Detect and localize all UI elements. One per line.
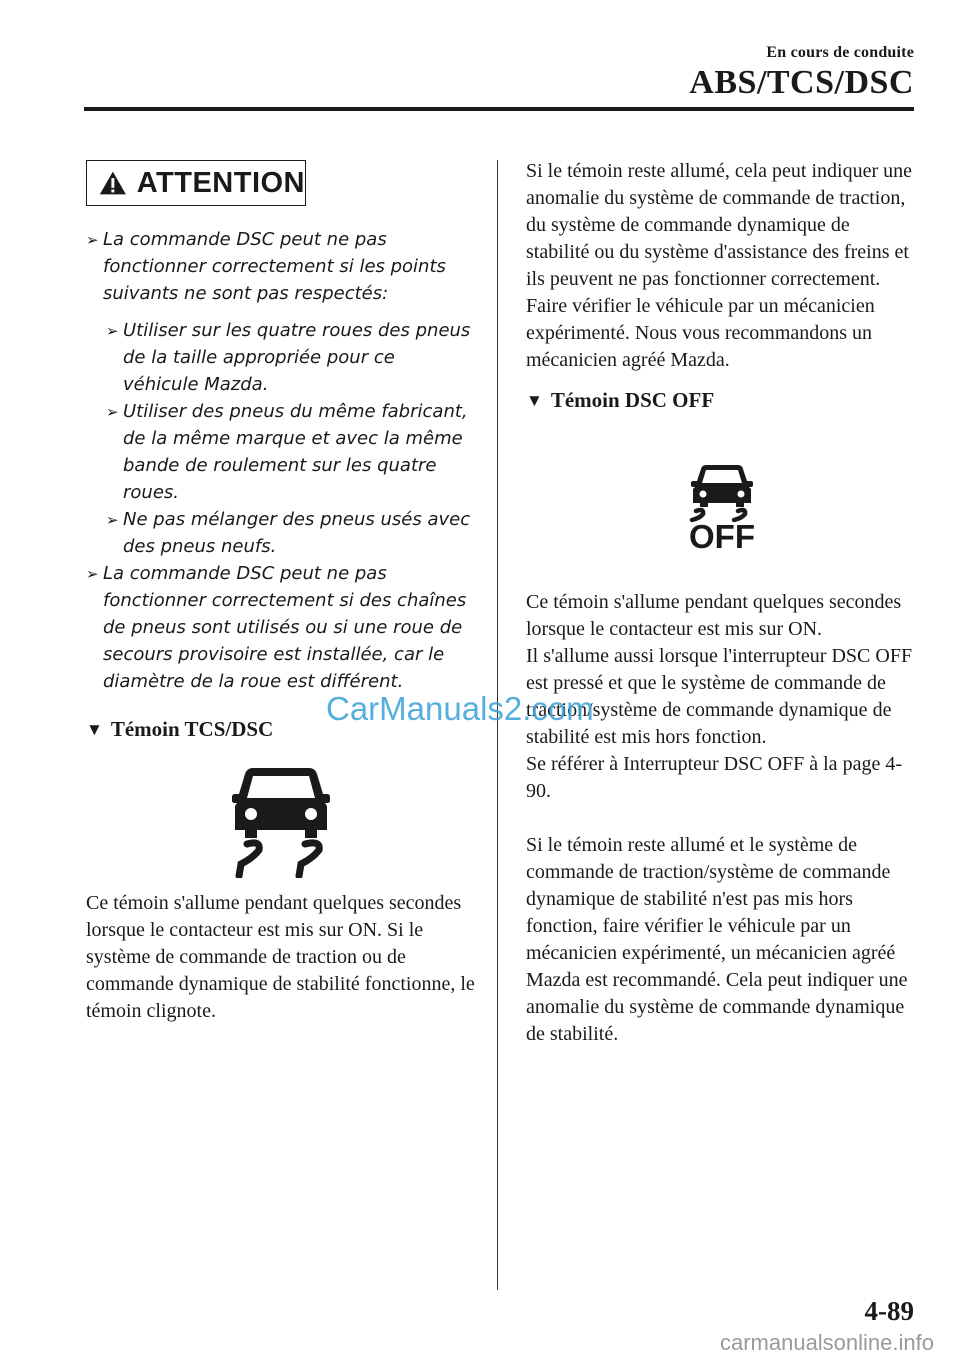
header-section-label: En cours de conduite xyxy=(766,44,914,61)
warning-triangle-icon xyxy=(99,168,127,198)
attention-subitem-text: Utiliser sur les quatre roues des pneus de la taille appropriée pour ce véhicule Mazda. xyxy=(123,320,471,395)
attention-subitem xyxy=(106,317,476,398)
arrow-bullet-icon: ➢ xyxy=(86,231,99,249)
watermark: CarManuals2.com xyxy=(326,690,594,727)
dsc-off-para-1: Ce témoin s'allume pendant quelques secondes lorsque le contacteur est mis sur ON. xyxy=(526,591,902,640)
dsc-off-heading-text: Témoin DSC OFF xyxy=(550,388,715,412)
header-rule xyxy=(84,107,914,111)
dsc-off-section-heading xyxy=(526,388,918,413)
attention-subitem-text: Ne pas mélanger des pneus usés avec des pneus neufs. xyxy=(123,509,471,557)
dsc-off-para-3: Se référer à Interrupteur DSC OFF à la page 4-90. xyxy=(526,753,902,802)
arrow-bullet-icon: ➢ xyxy=(106,322,119,340)
attention-label: ATTENTION xyxy=(136,166,305,199)
attention-list xyxy=(86,226,476,695)
attention-item-text: La commande DSC peut ne pas fonctionner correctement si des chaînes de pneus sont utilisés ou si une roue de secours provisoire est installée, car le diamètre de la roue est différent. xyxy=(103,563,467,692)
tcs-dsc-indicator-icon xyxy=(231,760,331,878)
dsc-off-indicator-icon xyxy=(672,463,772,549)
arrow-bullet-icon: ➢ xyxy=(106,403,119,421)
attention-item xyxy=(86,226,476,307)
page-number: 4-89 xyxy=(864,1296,914,1326)
header-title: ABS/TCS/DSC xyxy=(689,64,914,101)
arrow-bullet-icon: ➢ xyxy=(106,511,119,529)
right-column xyxy=(526,158,918,1048)
tcs-heading-text: Témoin TCS/DSC xyxy=(110,717,274,741)
dsc-off-icon-text: OFF xyxy=(689,518,755,549)
attention-subitem xyxy=(106,398,476,506)
arrow-bullet-icon: ➢ xyxy=(86,565,99,583)
attention-subitem xyxy=(106,506,476,560)
triangle-down-icon: ▼ xyxy=(526,390,543,410)
tcs-description: Ce témoin s'allume pendant quelques secondes lorsque le contacteur est mis sur ON. Si le système de commande de traction ou de commande dynamique de stabilité fonctionne, le témoin clignote. xyxy=(86,892,475,1022)
dsc-off-para-2: Il s'allume aussi lorsque l'interrupteur DSC OFF est pressé et que le système de commande de traction/système de commande dynamique de stabilité est mis hors fonction. xyxy=(526,645,913,748)
attention-item-text: La commande DSC peut ne pas fonctionner correctement si les points suivants ne sont pas respectés: xyxy=(103,229,446,304)
left-column xyxy=(86,160,476,1025)
footer-site-link[interactable]: carmanualsonline.info xyxy=(719,1330,934,1355)
right-intro-text: Si le témoin reste allumé, cela peut indiquer une anomalie du système de commande de traction, du système de commande dynamique de stabilité ou du système d'assistance des freins et ils peuvent ne pas fonctionner correctement. Faire vérifier le véhicule par un mécanicien expérimenté. Nous vous recommandons un mécanicien agréé Mazda. xyxy=(526,160,912,371)
dsc-off-para-4: Si le témoin reste allumé et le système de commande de traction/système de commande dynamique de stabilité n'est pas mis hors fonction, faire vérifier le véhicule par un mécanicien expérimenté, un mécanicien agréé Mazda est recommandé. Cela peut indiquer une anomalie du système de commande dynamique de stabilité. xyxy=(526,834,908,1045)
dsc-off-icon-wrap xyxy=(526,463,918,549)
tcs-icon-wrap xyxy=(86,760,476,878)
attention-box xyxy=(86,160,306,206)
attention-subitem-text: Utiliser des pneus du même fabricant, de la même marque et avec la même bande de roulement sur les quatre roues. xyxy=(123,401,468,503)
attention-item xyxy=(86,560,476,695)
triangle-down-icon: ▼ xyxy=(86,719,103,739)
